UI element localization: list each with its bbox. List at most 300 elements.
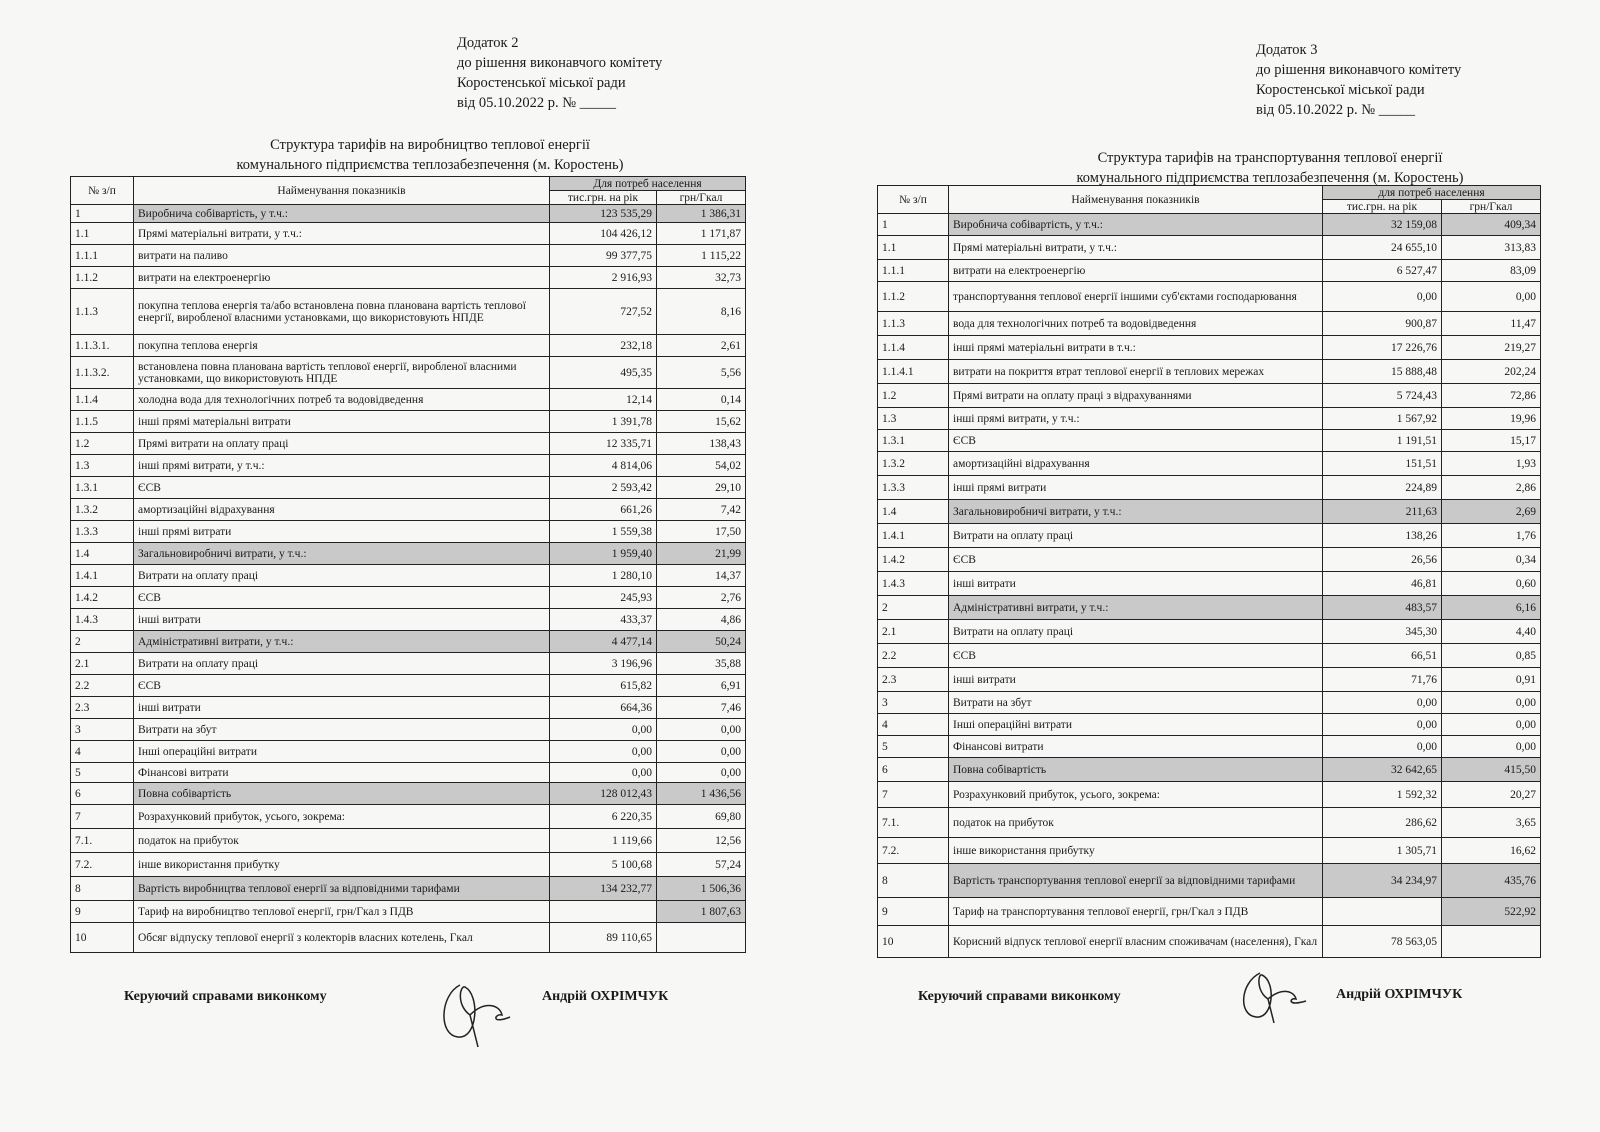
table-row — [71, 631, 746, 653]
row-label: ЄСВ — [134, 675, 550, 697]
table-row — [71, 853, 746, 877]
row-value-uah-per-gcal: 19,96 — [1442, 408, 1541, 430]
row-label: холодна вода для технологічних потреб та водовідведення — [134, 389, 550, 411]
row-number: 1.1.4.1 — [878, 360, 949, 384]
row-number: 10 — [71, 923, 134, 953]
table-row — [71, 877, 746, 901]
table-row — [71, 455, 746, 477]
row-value-uah-per-gcal: 83,09 — [1442, 260, 1541, 282]
row-value-thousand-uah: 134 232,77 — [550, 877, 657, 901]
row-label: Прямі витрати на оплату праці з відрахуваннями — [949, 384, 1323, 408]
row-number: 6 — [878, 758, 949, 782]
table-row — [71, 499, 746, 521]
row-value-uah-per-gcal: 5,56 — [657, 357, 746, 389]
table-row — [878, 236, 1541, 260]
row-number: 1.2 — [878, 384, 949, 408]
row-number: 2 — [71, 631, 134, 653]
row-value-thousand-uah: 483,57 — [1323, 596, 1442, 620]
left-tariff-table — [70, 176, 746, 953]
row-value-uah-per-gcal: 2,61 — [657, 335, 746, 357]
row-value-thousand-uah: 4 477,14 — [550, 631, 657, 653]
right-title-line: комунального підприємства теплозабезпечення (м. Коростень) — [1076, 170, 1464, 186]
table-row — [71, 477, 746, 499]
row-value-uah-per-gcal: 0,00 — [1442, 692, 1541, 714]
row-number: 1.3 — [878, 408, 949, 430]
row-label: інше використання прибутку — [134, 853, 550, 877]
table-row — [878, 430, 1541, 452]
row-value-uah-per-gcal: 1 171,87 — [657, 223, 746, 245]
row-value-uah-per-gcal: 20,27 — [1442, 782, 1541, 808]
row-value-thousand-uah: 66,51 — [1323, 644, 1442, 668]
row-number: 2 — [878, 596, 949, 620]
row-value-thousand-uah: 433,37 — [550, 609, 657, 631]
table-row — [878, 838, 1541, 864]
row-value-thousand-uah: 900,87 — [1323, 312, 1442, 336]
row-label: витрати на покриття втрат теплової енергії в теплових мережах — [949, 360, 1323, 384]
row-value-thousand-uah: 661,26 — [550, 499, 657, 521]
row-value-uah-per-gcal: 219,27 — [1442, 336, 1541, 360]
row-label: інші прямі витрати — [949, 476, 1323, 500]
row-value-uah-per-gcal: 313,83 — [1442, 236, 1541, 260]
row-number: 1.3.1 — [878, 430, 949, 452]
table-row — [878, 692, 1541, 714]
row-number: 3 — [878, 692, 949, 714]
row-label: Витрати на оплату праці — [949, 524, 1323, 548]
row-value-uah-per-gcal: 7,42 — [657, 499, 746, 521]
table-row — [878, 572, 1541, 596]
row-value-uah-per-gcal: 35,88 — [657, 653, 746, 675]
row-value-uah-per-gcal: 50,24 — [657, 631, 746, 653]
row-label: Адміністративні витрати, у т.ч.: — [949, 596, 1323, 620]
row-value-uah-per-gcal: 415,50 — [1442, 758, 1541, 782]
row-label: Розрахунковий прибуток, усього, зокрема: — [949, 782, 1323, 808]
row-number: 1.4 — [878, 500, 949, 524]
row-value-thousand-uah: 89 110,65 — [550, 923, 657, 953]
row-value-thousand-uah: 24 655,10 — [1323, 236, 1442, 260]
table-row — [71, 609, 746, 631]
row-value-uah-per-gcal: 69,80 — [657, 805, 746, 829]
row-label: ЄСВ — [949, 548, 1323, 572]
table-row — [71, 587, 746, 609]
row-value-thousand-uah: 615,82 — [550, 675, 657, 697]
row-value-uah-per-gcal — [1442, 926, 1541, 958]
table-row — [71, 411, 746, 433]
right-sign-role: Керуючий справами виконкому — [918, 989, 1121, 1004]
row-value-thousand-uah: 1 559,38 — [550, 521, 657, 543]
row-label: інші прямі матеріальні витрати — [134, 411, 550, 433]
row-value-uah-per-gcal: 6,16 — [1442, 596, 1541, 620]
row-value-thousand-uah: 0,00 — [550, 763, 657, 783]
row-value-thousand-uah: 232,18 — [550, 335, 657, 357]
row-value-uah-per-gcal: 1 436,56 — [657, 783, 746, 805]
row-number: 1.1.2 — [878, 282, 949, 312]
row-value-uah-per-gcal: 0,00 — [1442, 714, 1541, 736]
row-number: 2.1 — [878, 620, 949, 644]
col-value2-header: грн/Гкал — [657, 191, 746, 205]
row-value-uah-per-gcal: 14,37 — [657, 565, 746, 587]
row-value-thousand-uah: 0,00 — [1323, 714, 1442, 736]
row-number: 2.3 — [71, 697, 134, 719]
row-value-uah-per-gcal: 1,93 — [1442, 452, 1541, 476]
row-value-uah-per-gcal: 0,00 — [1442, 736, 1541, 758]
row-value-thousand-uah: 224,89 — [1323, 476, 1442, 500]
row-value-thousand-uah: 1 959,40 — [550, 543, 657, 565]
col-value1-header: тис.грн. на рік — [550, 191, 657, 205]
row-value-thousand-uah: 1 391,78 — [550, 411, 657, 433]
row-value-uah-per-gcal: 522,92 — [1442, 898, 1541, 926]
table-row — [878, 736, 1541, 758]
left-header — [457, 33, 662, 113]
row-label: Витрати на оплату праці — [949, 620, 1323, 644]
row-number: 1.4.3 — [71, 609, 134, 631]
row-value-thousand-uah: 6 527,47 — [1323, 260, 1442, 282]
row-label: Корисний відпуск теплової енергії власним споживачам (населення), Гкал — [949, 926, 1323, 958]
left-title — [150, 135, 710, 175]
row-value-thousand-uah: 4 814,06 — [550, 455, 657, 477]
row-value-uah-per-gcal: 202,24 — [1442, 360, 1541, 384]
col-value1-header: тис.грн. на рік — [1323, 200, 1442, 214]
row-value-uah-per-gcal: 0,00 — [657, 719, 746, 741]
row-label: інше використання прибутку — [949, 838, 1323, 864]
row-value-thousand-uah: 0,00 — [550, 719, 657, 741]
right-tariff-table — [877, 185, 1541, 958]
row-label: Інші операційні витрати — [949, 714, 1323, 736]
row-value-uah-per-gcal: 72,86 — [1442, 384, 1541, 408]
row-number: 5 — [71, 763, 134, 783]
row-number: 7.1. — [878, 808, 949, 838]
row-value-thousand-uah: 0,00 — [550, 741, 657, 763]
row-value-uah-per-gcal: 0,00 — [657, 741, 746, 763]
row-value-thousand-uah: 78 563,05 — [1323, 926, 1442, 958]
row-label: витрати на паливо — [134, 245, 550, 267]
row-label: Виробнича собівартість, у т.ч.: — [134, 205, 550, 223]
row-number: 1.3.1 — [71, 477, 134, 499]
row-label: встановлена повна планована вартість теплової енергії, виробленої власними установками, що використовують НПДЕ — [134, 357, 550, 389]
left-header-line: від 05.10.2022 р. № _____ — [457, 95, 616, 111]
row-number: 1.1.3 — [71, 289, 134, 335]
row-value-uah-per-gcal: 0,14 — [657, 389, 746, 411]
table-row — [71, 763, 746, 783]
row-label: Розрахунковий прибуток, усього, зокрема: — [134, 805, 550, 829]
row-value-thousand-uah: 245,93 — [550, 587, 657, 609]
row-value-uah-per-gcal: 32,73 — [657, 267, 746, 289]
row-value-thousand-uah: 104 426,12 — [550, 223, 657, 245]
table-row — [878, 500, 1541, 524]
row-value-thousand-uah: 5 100,68 — [550, 853, 657, 877]
table-row — [878, 596, 1541, 620]
row-label: Прямі витрати на оплату праці — [134, 433, 550, 455]
right-header — [1256, 40, 1461, 120]
row-number: 1 — [878, 214, 949, 236]
row-value-uah-per-gcal: 1 506,36 — [657, 877, 746, 901]
row-value-thousand-uah: 17 226,76 — [1323, 336, 1442, 360]
row-label: інші прямі витрати, у т.ч.: — [949, 408, 1323, 430]
row-value-thousand-uah: 211,63 — [1323, 500, 1442, 524]
row-number: 1.1.3.2. — [71, 357, 134, 389]
row-number: 9 — [878, 898, 949, 926]
table-row — [878, 714, 1541, 736]
row-label: інші прямі витрати — [134, 521, 550, 543]
table-row — [71, 829, 746, 853]
row-number: 8 — [878, 864, 949, 898]
row-number: 1.3 — [71, 455, 134, 477]
right-title-line: Структура тарифів на транспортування теплової енергії — [1097, 150, 1443, 166]
row-label: ЄСВ — [949, 430, 1323, 452]
row-number: 1.1.5 — [71, 411, 134, 433]
left-header-line: до рішення виконавчого комітету — [457, 55, 663, 71]
table-row — [878, 668, 1541, 692]
row-number: 7 — [71, 805, 134, 829]
col-group-header: Для потреб населення — [550, 177, 746, 191]
row-label: інші прямі матеріальні витрати в т.ч.: — [949, 336, 1323, 360]
row-label: інші витрати — [949, 572, 1323, 596]
row-value-thousand-uah: 12,14 — [550, 389, 657, 411]
row-number: 9 — [71, 901, 134, 923]
row-value-thousand-uah: 0,00 — [1323, 736, 1442, 758]
row-value-uah-per-gcal: 4,40 — [1442, 620, 1541, 644]
row-label: інші прямі витрати, у т.ч.: — [134, 455, 550, 477]
col-group-header: для потреб населення — [1323, 186, 1541, 200]
table-row — [71, 923, 746, 953]
row-number: 1.1.1 — [878, 260, 949, 282]
right-page — [800, 0, 1600, 1132]
row-number: 1.2 — [71, 433, 134, 455]
row-value-uah-per-gcal: 409,34 — [1442, 214, 1541, 236]
table-row — [71, 245, 746, 267]
row-label: Витрати на збут — [949, 692, 1323, 714]
col-name-header: Найменування показників — [134, 177, 550, 205]
row-number: 1.4.2 — [878, 548, 949, 572]
row-value-uah-per-gcal: 1 807,63 — [657, 901, 746, 923]
table-row — [71, 719, 746, 741]
row-number: 1.1 — [878, 236, 949, 260]
table-row — [878, 408, 1541, 430]
table-row — [878, 524, 1541, 548]
row-value-uah-per-gcal — [657, 923, 746, 953]
row-label: інші витрати — [134, 697, 550, 719]
row-number: 1.3.3 — [878, 476, 949, 500]
row-number: 2.3 — [878, 668, 949, 692]
table-row — [71, 543, 746, 565]
row-value-uah-per-gcal: 4,86 — [657, 609, 746, 631]
row-value-thousand-uah: 1 119,66 — [550, 829, 657, 853]
table-row — [71, 267, 746, 289]
row-value-thousand-uah: 1 567,92 — [1323, 408, 1442, 430]
col-num-header: № з/п — [878, 186, 949, 214]
row-label: Виробнича собівартість, у т.ч.: — [949, 214, 1323, 236]
table-row — [878, 214, 1541, 236]
row-value-uah-per-gcal: 54,02 — [657, 455, 746, 477]
table-row — [71, 805, 746, 829]
row-number: 6 — [71, 783, 134, 805]
row-value-uah-per-gcal: 435,76 — [1442, 864, 1541, 898]
row-label: вода для технологічних потреб та водовідведення — [949, 312, 1323, 336]
table-row — [71, 675, 746, 697]
table-row — [878, 282, 1541, 312]
row-value-thousand-uah: 0,00 — [1323, 282, 1442, 312]
row-value-uah-per-gcal: 3,65 — [1442, 808, 1541, 838]
row-number: 8 — [71, 877, 134, 901]
row-value-uah-per-gcal: 17,50 — [657, 521, 746, 543]
table-row — [878, 782, 1541, 808]
row-label: Загальновиробничі витрати, у т.ч.: — [949, 500, 1323, 524]
table-row — [878, 360, 1541, 384]
right-header-line: до рішення виконавчого комітету — [1256, 62, 1462, 78]
row-value-thousand-uah: 71,76 — [1323, 668, 1442, 692]
table-row — [71, 335, 746, 357]
row-value-thousand-uah: 151,51 — [1323, 452, 1442, 476]
left-table-body — [71, 205, 746, 953]
row-value-uah-per-gcal: 2,86 — [1442, 476, 1541, 500]
row-number: 1.1.1 — [71, 245, 134, 267]
row-number: 1.3.2 — [878, 452, 949, 476]
row-value-uah-per-gcal: 6,91 — [657, 675, 746, 697]
row-label: Вартість транспортування теплової енергії за відповідними тарифами — [949, 864, 1323, 898]
row-label: інші витрати — [134, 609, 550, 631]
table-row — [878, 336, 1541, 360]
left-page — [0, 0, 790, 1132]
left-header-line: Додаток 2 — [457, 35, 519, 51]
row-value-uah-per-gcal: 0,91 — [1442, 668, 1541, 692]
row-number: 7.2. — [71, 853, 134, 877]
row-value-thousand-uah: 34 234,97 — [1323, 864, 1442, 898]
row-value-thousand-uah: 5 724,43 — [1323, 384, 1442, 408]
row-value-thousand-uah: 1 592,32 — [1323, 782, 1442, 808]
row-label: Прямі матеріальні витрати, у т.ч.: — [134, 223, 550, 245]
row-number: 7 — [878, 782, 949, 808]
row-number: 3 — [71, 719, 134, 741]
row-number: 1.1.2 — [71, 267, 134, 289]
row-value-thousand-uah: 32 159,08 — [1323, 214, 1442, 236]
table-row — [71, 783, 746, 805]
right-header-line: Коростенської міської ради — [1256, 82, 1425, 98]
table-row — [878, 384, 1541, 408]
table-row — [71, 901, 746, 923]
row-value-thousand-uah: 1 305,71 — [1323, 838, 1442, 864]
table-row — [71, 697, 746, 719]
row-value-thousand-uah: 1 191,51 — [1323, 430, 1442, 452]
row-value-thousand-uah: 2 593,42 — [550, 477, 657, 499]
row-value-thousand-uah: 6 220,35 — [550, 805, 657, 829]
row-label: Прямі матеріальні витрати, у т.ч.: — [949, 236, 1323, 260]
row-value-thousand-uah: 3 196,96 — [550, 653, 657, 675]
left-title-line: Структура тарифів на виробництво теплової енергії — [270, 137, 590, 153]
row-label: транспортування теплової енергії іншими суб'єктами господарювання — [949, 282, 1323, 312]
col-name-header: Найменування показників — [949, 186, 1323, 214]
row-label: Обсяг відпуску теплової енергії з колекторів власних котелень, Гкал — [134, 923, 550, 953]
table-row — [878, 898, 1541, 926]
row-number: 1 — [71, 205, 134, 223]
row-label: Витрати на оплату праці — [134, 653, 550, 675]
row-value-thousand-uah: 15 888,48 — [1323, 360, 1442, 384]
row-label: Тариф на транспортування теплової енергії, грн/Гкал з ПДВ — [949, 898, 1323, 926]
row-value-uah-per-gcal: 0,00 — [657, 763, 746, 783]
row-number: 10 — [878, 926, 949, 958]
col-num-header: № з/п — [71, 177, 134, 205]
row-value-thousand-uah: 128 012,43 — [550, 783, 657, 805]
table-row — [71, 223, 746, 245]
row-label: витрати на електроенергію — [949, 260, 1323, 282]
row-label: покупна теплова енергія та/або встановлена повна планована вартість теплової енергії, виробленої власними установками, що використовують НПДЕ — [134, 289, 550, 335]
left-title-line: комунального підприємства теплозабезпечення (м. Коростень) — [236, 157, 624, 173]
row-number: 4 — [71, 741, 134, 763]
row-label: Витрати на збут — [134, 719, 550, 741]
row-number: 1.4.1 — [878, 524, 949, 548]
row-label: податок на прибуток — [134, 829, 550, 853]
row-value-thousand-uah: 0,00 — [1323, 692, 1442, 714]
row-value-thousand-uah: 286,62 — [1323, 808, 1442, 838]
row-number: 1.1.4 — [71, 389, 134, 411]
row-value-uah-per-gcal: 12,56 — [657, 829, 746, 853]
row-value-uah-per-gcal: 0,00 — [1442, 282, 1541, 312]
row-value-thousand-uah: 32 642,65 — [1323, 758, 1442, 782]
left-sign-name: Андрій ОХРІМЧУК — [542, 989, 669, 1004]
right-header-line: Додаток 3 — [1256, 42, 1318, 58]
row-label: Адміністративні витрати, у т.ч.: — [134, 631, 550, 653]
row-value-uah-per-gcal: 8,16 — [657, 289, 746, 335]
row-value-uah-per-gcal: 29,10 — [657, 477, 746, 499]
row-value-thousand-uah: 123 535,29 — [550, 205, 657, 223]
row-label: Витрати на оплату праці — [134, 565, 550, 587]
row-number: 1.4.3 — [878, 572, 949, 596]
row-value-thousand-uah: 99 377,75 — [550, 245, 657, 267]
row-number: 1.3.2 — [71, 499, 134, 521]
right-header-line: від 05.10.2022 р. № _____ — [1256, 102, 1415, 118]
row-number: 1.1 — [71, 223, 134, 245]
row-value-uah-per-gcal: 2,76 — [657, 587, 746, 609]
row-number: 5 — [878, 736, 949, 758]
table-row — [71, 289, 746, 335]
row-label: Вартість виробництва теплової енергії за відповідними тарифами — [134, 877, 550, 901]
table-row — [878, 620, 1541, 644]
row-label: амортизаційні відрахування — [134, 499, 550, 521]
table-row — [71, 389, 746, 411]
row-value-uah-per-gcal: 11,47 — [1442, 312, 1541, 336]
row-value-thousand-uah: 664,36 — [550, 697, 657, 719]
row-number: 1.4.1 — [71, 565, 134, 587]
row-value-thousand-uah: 26,56 — [1323, 548, 1442, 572]
row-label: покупна теплова енергія — [134, 335, 550, 357]
row-label: Загальновиробничі витрати, у т.ч.: — [134, 543, 550, 565]
row-value-uah-per-gcal: 7,46 — [657, 697, 746, 719]
row-value-thousand-uah: 2 916,93 — [550, 267, 657, 289]
left-sign-role: Керуючий справами виконкому — [124, 989, 327, 1004]
table-row — [71, 653, 746, 675]
row-label: Тариф на виробництво теплової енергії, грн/Гкал з ПДВ — [134, 901, 550, 923]
row-label: інші витрати — [949, 668, 1323, 692]
right-sign-name: Андрій ОХРІМЧУК — [1336, 987, 1463, 1002]
row-value-uah-per-gcal: 21,99 — [657, 543, 746, 565]
row-number: 2.2 — [878, 644, 949, 668]
row-number: 7.1. — [71, 829, 134, 853]
right-handwritten-signature — [1232, 965, 1312, 1025]
right-table-body — [878, 214, 1541, 958]
table-row — [878, 926, 1541, 958]
row-value-thousand-uah: 1 280,10 — [550, 565, 657, 587]
row-number: 2.2 — [71, 675, 134, 697]
row-value-thousand-uah: 12 335,71 — [550, 433, 657, 455]
row-number: 1.1.3.1. — [71, 335, 134, 357]
table-row — [878, 758, 1541, 782]
table-row — [71, 741, 746, 763]
row-number: 1.1.3 — [878, 312, 949, 336]
row-value-uah-per-gcal: 0,34 — [1442, 548, 1541, 572]
row-label: амортизаційні відрахування — [949, 452, 1323, 476]
table-row — [71, 357, 746, 389]
table-row — [878, 476, 1541, 500]
row-number: 4 — [878, 714, 949, 736]
row-value-uah-per-gcal: 0,85 — [1442, 644, 1541, 668]
